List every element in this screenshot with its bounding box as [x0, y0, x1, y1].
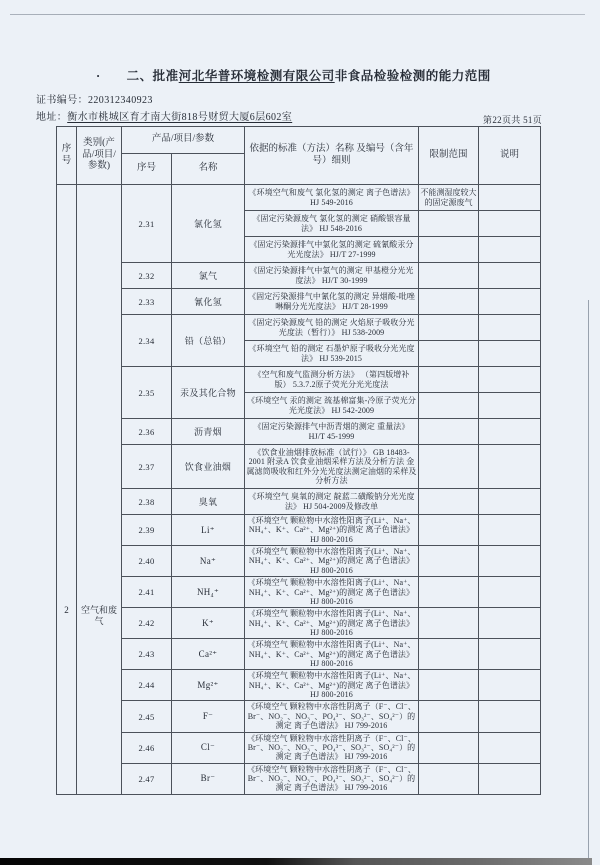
restriction-cell: [419, 393, 479, 419]
standard-cell: 《固定污染源废气 铅的测定 火焰原子吸收分光光度法（暂行）》 HJ 538-2009: [245, 315, 419, 341]
standard-cell: 《固定污染源废气 氯化氢的测定 硝酸银容量法》 HJ 548-2016: [245, 211, 419, 237]
header-sub-name: 名称: [172, 154, 245, 185]
item-name-cell: F⁻: [172, 701, 245, 732]
standard-cell: 《空气和废气监测分析方法》 （第四版增补版） 5.3.7.2原子荧光分光光度法: [245, 367, 419, 393]
standard-cell: 《固定污染源排气中氰化氢的测定 异烟酸-吡唑啉酮分光光度法》 HJ/T 28-1999: [245, 289, 419, 315]
item-name-cell: 氰化氢: [172, 289, 245, 315]
standard-cell: 《环境空气 臭氧的测定 靛蓝二磺酸钠分光光度法》 HJ 504-2009及修改单: [245, 489, 419, 515]
item-name-cell: NH₄⁺: [172, 577, 245, 608]
item-no-cell: 2.39: [122, 515, 172, 546]
restriction-cell: [419, 341, 479, 367]
remark-cell: [479, 732, 541, 763]
table-row: [57, 289, 541, 315]
item-name-cell: K⁺: [172, 608, 245, 639]
remark-cell: [479, 515, 541, 546]
table-row: [57, 701, 541, 732]
restriction-cell: [419, 701, 479, 732]
certificate-number-value: 220312340923: [88, 95, 153, 106]
address-value: 衡水市桃城区育才南大街818号财贸大厦6层602室: [67, 112, 293, 123]
item-no-cell: 2.41: [122, 577, 172, 608]
standard-cell: 《环境空气 颗粒物中水溶性阳离子(Li⁺、Na⁺、NH₄⁺、K⁺、Ca²⁺、Mg²⁺)的测定 离子色谱法》 HJ 800-2016: [245, 515, 419, 546]
item-name-cell: 汞及其化合物: [172, 367, 245, 419]
restriction-cell: [419, 732, 479, 763]
page-title: [96, 66, 566, 84]
scan-top-line: [10, 14, 585, 15]
standard-cell: 《固定污染源排气中氯气的测定 甲基橙分光光度法》 HJ/T 30-1999: [245, 263, 419, 289]
restriction-cell: [419, 211, 479, 237]
standard-cell: 《环境空气 铅的测定 石墨炉原子吸收分光光度法》 HJ 539-2015: [245, 341, 419, 367]
header-restriction: 限制范围: [419, 127, 479, 185]
remark-cell: [479, 670, 541, 701]
item-name-cell: Br⁻: [172, 763, 245, 794]
remark-cell: [479, 608, 541, 639]
table-row: [57, 732, 541, 763]
table-row: [57, 763, 541, 794]
scan-right-edge-line: [588, 300, 589, 858]
restriction-cell: [419, 670, 479, 701]
capability-table-body: [57, 185, 541, 795]
item-no-cell: 2.42: [122, 608, 172, 639]
standard-cell: 《环境空气 颗粒物中水溶性阳离子(Li⁺、Na⁺、NH₄⁺、K⁺、Ca²⁺、Mg²⁺)的测定 离子色谱法》 HJ 800-2016: [245, 670, 419, 701]
item-name-cell: 铅（总铅）: [172, 315, 245, 367]
bullet-mark: ·: [96, 69, 101, 83]
item-no-cell: 2.44: [122, 670, 172, 701]
standard-cell: 《环境空气 颗粒物中水溶性阴离子（F⁻、Cl⁻、Br⁻、NO₂⁻、NO₃⁻、PO₄³⁻、SO₃²⁻、SO₄²⁻）的测定 离子色谱法》 HJ 799-2016: [245, 763, 419, 794]
remark-cell: [479, 419, 541, 445]
item-name-cell: Mg²⁺: [172, 670, 245, 701]
remark-cell: [479, 577, 541, 608]
certificate-number-label: 证书编号：: [36, 95, 88, 106]
item-name-cell: 臭氧: [172, 489, 245, 515]
standard-cell: 《环境空气 颗粒物中水溶性阴离子（F⁻、Cl⁻、Br⁻、NO₂⁻、NO₃⁻、PO₄³⁻、SO₃²⁻、SO₄²⁻）的测定 离子色谱法》 HJ 799-2016: [245, 701, 419, 732]
title-prefix: 二、批准: [126, 69, 179, 83]
header-sub-no: 序号: [122, 154, 172, 185]
standard-cell: 《环境空气 颗粒物中水溶性阳离子(Li⁺、Na⁺、NH₄⁺、K⁺、Ca²⁺、Mg²⁺)的测定 离子色谱法》 HJ 800-2016: [245, 577, 419, 608]
standard-cell: 《环境空气 颗粒物中水溶性阳离子(Li⁺、Na⁺、NH₄⁺、K⁺、Ca²⁺、Mg²⁺)的测定 离子色谱法》 HJ 800-2016: [245, 546, 419, 577]
table-row: [57, 263, 541, 289]
remark-cell: [479, 185, 541, 211]
restriction-cell: [419, 289, 479, 315]
remark-cell: [479, 639, 541, 670]
remark-cell: [479, 341, 541, 367]
restriction-cell: [419, 546, 479, 577]
item-no-cell: 2.38: [122, 489, 172, 515]
header-standard: 依据的标准（方法）名称 及编号（含年号）细则: [245, 127, 419, 185]
remark-cell: [479, 393, 541, 419]
item-name-cell: 饮食业油烟: [172, 445, 245, 489]
certificate-number-line: [36, 91, 153, 106]
standard-cell: 《环境空气 颗粒物中水溶性阴离子（F⁻、Cl⁻、Br⁻、NO₂⁻、NO₃⁻、PO₄³⁻、SO₃²⁻、SO₄²⁻）的测定 离子色谱法》 HJ 799-2016: [245, 732, 419, 763]
serial-number-cell: 2: [57, 185, 77, 795]
restriction-cell: [419, 237, 479, 263]
category-cell: 空气和废气: [77, 185, 122, 795]
title-company-name: 河北华普环境检测有限公司: [178, 69, 335, 83]
item-no-cell: 2.46: [122, 732, 172, 763]
item-no-cell: 2.45: [122, 701, 172, 732]
item-name-cell: Cl⁻: [172, 732, 245, 763]
restriction-cell: [419, 608, 479, 639]
standard-cell: 《固定污染源排气中氯化氢的测定 硫氰酸汞分光光度法》 HJ/T 27-1999: [245, 237, 419, 263]
table-row: [57, 419, 541, 445]
standard-cell: 《环境空气 颗粒物中水溶性阳离子(Li⁺、Na⁺、NH₄⁺、K⁺、Ca²⁺、Mg²⁺)的测定 离子色谱法》 HJ 800-2016: [245, 639, 419, 670]
item-no-cell: 2.36: [122, 419, 172, 445]
capability-scope-table: [56, 126, 541, 795]
standard-cell: 《固定污染源排气中沥青烟的测定 重量法》 HJ/T 45-1999: [245, 419, 419, 445]
header-serial: 序号: [57, 127, 77, 185]
table-row: [57, 608, 541, 639]
remark-cell: [479, 289, 541, 315]
item-no-cell: 2.31: [122, 185, 172, 263]
standard-cell: 《饮食业油烟排放标准（试行）》 GB 18483-2001 附录A 饮食业油烟采样方法及分析方法 金属滤筒吸收和红外分光光度法测定油烟的采样及分析方法: [245, 445, 419, 489]
table-row: [57, 577, 541, 608]
title-suffix: 非食品检验检测的能力范围: [334, 69, 491, 83]
restriction-cell: [419, 367, 479, 393]
table-row: [57, 367, 541, 393]
remark-cell: [479, 489, 541, 515]
remark-cell: [479, 546, 541, 577]
address-line: [36, 108, 292, 123]
item-name-cell: 沥青烟: [172, 419, 245, 445]
table-row: [57, 185, 541, 211]
item-no-cell: 2.33: [122, 289, 172, 315]
page-indicator: 第22页共 51页: [483, 115, 542, 125]
table-row: [57, 489, 541, 515]
remark-cell: [479, 211, 541, 237]
restriction-cell: [419, 489, 479, 515]
header-remark: 说明: [479, 127, 541, 185]
remark-cell: [479, 237, 541, 263]
item-no-cell: 2.37: [122, 445, 172, 489]
restriction-cell: [419, 639, 479, 670]
scan-bottom-black-bar: [0, 858, 592, 865]
restriction-cell: [419, 445, 479, 489]
table-row: [57, 515, 541, 546]
table-row: [57, 546, 541, 577]
remark-cell: [479, 445, 541, 489]
remark-cell: [479, 701, 541, 732]
restriction-cell: [419, 515, 479, 546]
header-product-group: 产品/项目/参数: [122, 127, 245, 154]
restriction-cell: [419, 263, 479, 289]
table-row: [57, 639, 541, 670]
table-header-row-1: [57, 127, 541, 154]
item-name-cell: 氯气: [172, 263, 245, 289]
address-label: 地址：: [36, 112, 68, 123]
remark-cell: [479, 315, 541, 341]
item-no-cell: 2.32: [122, 263, 172, 289]
restriction-cell: [419, 315, 479, 341]
restriction-cell: [419, 763, 479, 794]
remark-cell: [479, 367, 541, 393]
table-row: [57, 315, 541, 341]
item-no-cell: 2.34: [122, 315, 172, 367]
remark-cell: [479, 263, 541, 289]
restriction-cell: 不能测湿度较大的固定源废气: [419, 185, 479, 211]
item-no-cell: 2.43: [122, 639, 172, 670]
item-name-cell: Ca²⁺: [172, 639, 245, 670]
standard-cell: 《环境空气 颗粒物中水溶性阳离子(Li⁺、Na⁺、NH₄⁺、K⁺、Ca²⁺、Mg²⁺)的测定 离子色谱法》 HJ 800-2016: [245, 608, 419, 639]
restriction-cell: [419, 577, 479, 608]
header-category: 类别(产品/项目/参数): [77, 127, 122, 185]
item-no-cell: 2.35: [122, 367, 172, 419]
table-row: [57, 445, 541, 489]
item-name-cell: Na⁺: [172, 546, 245, 577]
item-no-cell: 2.47: [122, 763, 172, 794]
remark-cell: [479, 763, 541, 794]
standard-cell: 《环境空气和废气 氯化氢的测定 离子色谱法》 HJ 549-2016: [245, 185, 419, 211]
item-name-cell: Li⁺: [172, 515, 245, 546]
standard-cell: 《环境空气 汞的测定 巯基棉富集-冷原子荧光分光光度法》 HJ 542-2009: [245, 393, 419, 419]
table-row: [57, 670, 541, 701]
restriction-cell: [419, 419, 479, 445]
item-no-cell: 2.40: [122, 546, 172, 577]
item-name-cell: 氯化氢: [172, 185, 245, 263]
